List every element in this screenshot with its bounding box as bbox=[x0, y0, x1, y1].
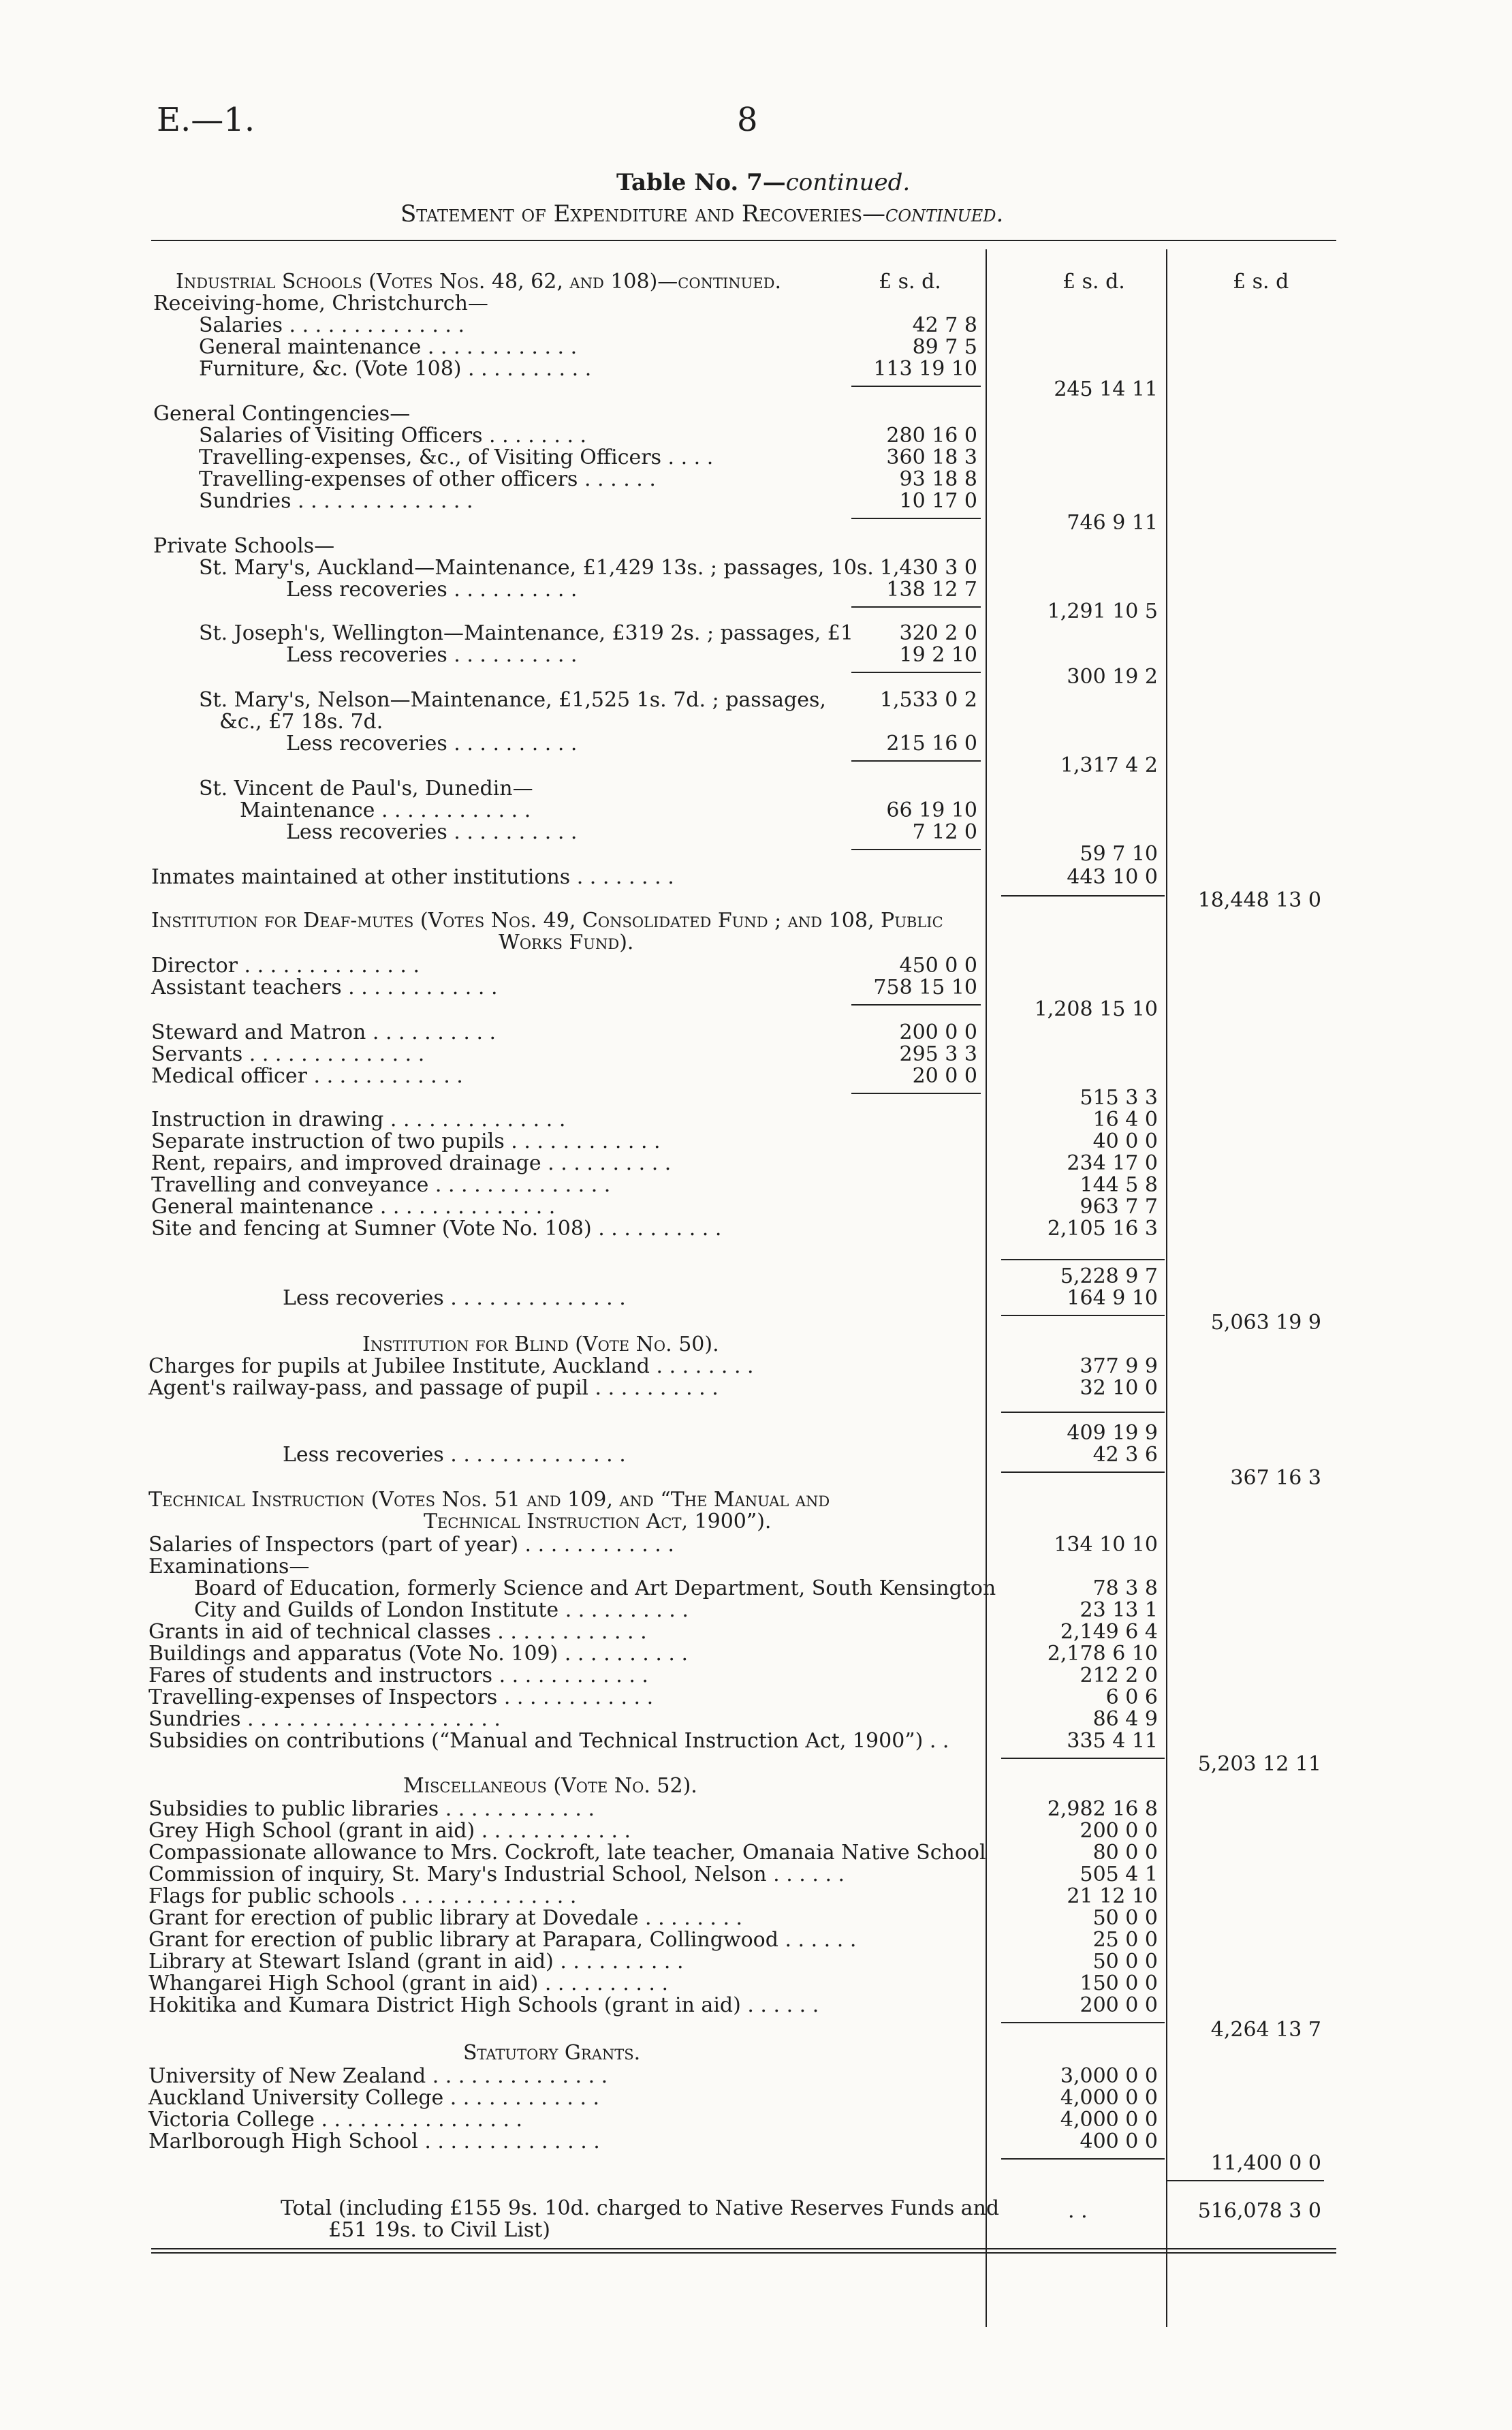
tech-city: City and Guilds of London Institute . . . . . . . . . . bbox=[194, 1598, 689, 1622]
deaf-total-1: 1,208 15 10 bbox=[1034, 997, 1158, 1021]
stat-row-4-amount: 400 0 0 bbox=[1080, 2130, 1158, 2153]
deaf-assistant: Assistant teachers . . . . . . . . . . . . bbox=[151, 976, 498, 999]
tech-city-amount: 23 13 1 bbox=[1080, 1598, 1158, 1622]
tech-row-grants-amount: 2,149 6 4 bbox=[1060, 1620, 1158, 1644]
grand-total: 516,078 3 0 bbox=[1197, 2199, 1321, 2223]
misc-row-9-amount: 150 0 0 bbox=[1080, 1972, 1158, 1995]
tech-row-sundries-amount: 86 4 9 bbox=[1092, 1707, 1158, 1731]
deaf-row-rent: Rent, repairs, and improved drainage . . . . . . . . . . bbox=[151, 1151, 672, 1175]
deaf-assistant-amount: 758 15 10 bbox=[873, 976, 977, 999]
misc-row-3: Compassionate allowance to Mrs. Cockroft, late teacher, Omanaia Native School bbox=[148, 1841, 986, 1865]
blind-sum: 409 19 9 bbox=[1067, 1421, 1158, 1445]
subtitle-main: Statement of Expenditure and Recoveries— bbox=[400, 200, 885, 228]
stjoseph-amount: 320 2 0 bbox=[899, 621, 977, 645]
misc-row-4: Commission of inquiry, St. Mary's Industrial School, Nelson . . . . . . bbox=[148, 1863, 845, 1886]
deaf-steward-amount: 200 0 0 bbox=[899, 1021, 977, 1044]
misc-row-7: Grant for erection of public library at Parapara, Collingwood . . . . . . bbox=[148, 1928, 857, 1952]
sum-rule bbox=[851, 760, 981, 762]
table-title bbox=[616, 169, 910, 196]
sum-rule bbox=[851, 518, 981, 519]
tech-salaries-amount: 134 10 10 bbox=[1054, 1533, 1158, 1557]
stjoseph: St. Joseph's, Wellington—Maintenance, £319 2s. ; passages, £1 bbox=[199, 621, 853, 645]
receiving-furniture-amount: 113 19 10 bbox=[873, 357, 977, 381]
deaf-row-separate-amount: 40 0 0 bbox=[1092, 1130, 1158, 1153]
sum-rule bbox=[851, 386, 981, 387]
technical-heading-2: Technical Instruction Act, 1900”). bbox=[424, 1510, 772, 1533]
sum-rule bbox=[851, 1093, 981, 1094]
industrial-grand-total: 18,448 13 0 bbox=[1197, 888, 1321, 912]
less-recoveries-2: Less recoveries . . . . . . . . . . bbox=[286, 643, 578, 667]
stvincent-maintenance: Maintenance . . . . . . . . . . . . bbox=[240, 798, 531, 822]
subtitle-continued: continued. bbox=[885, 200, 1004, 228]
stat-row-4: Marlborough High School . . . . . . . . . . . . . . bbox=[148, 2130, 600, 2153]
tech-row-grants: Grants in aid of technical classes . . . . . . . . . . . . bbox=[148, 1620, 647, 1644]
statutory-grand-total: 11,400 0 0 bbox=[1210, 2151, 1321, 2175]
stvincent: St. Vincent de Paul's, Dunedin— bbox=[199, 777, 533, 800]
top-rule bbox=[151, 240, 1336, 241]
less-recoveries-1-amount: 138 12 7 bbox=[886, 578, 977, 602]
tech-row-travel: Travelling-expenses of Inspectors . . . . . . . . . . . . bbox=[148, 1685, 654, 1709]
final-rule bbox=[151, 2252, 1336, 2254]
tech-row-travel-amount: 6 0 6 bbox=[1105, 1685, 1158, 1709]
deaf-row-travel: Travelling and conveyance . . . . . . . . . . . . . . bbox=[151, 1173, 611, 1197]
deaf-less-amount: 164 9 10 bbox=[1067, 1286, 1158, 1310]
deaf-director-amount: 450 0 0 bbox=[899, 954, 977, 978]
deaf-row-maint-amount: 963 7 7 bbox=[1080, 1195, 1158, 1219]
less-recoveries-4: Less recoveries . . . . . . . . . . bbox=[286, 820, 578, 844]
misc-row-7-amount: 25 0 0 bbox=[1092, 1928, 1158, 1952]
statutory-heading: Statutory Grants. bbox=[463, 2041, 641, 2065]
misc-row-5: Flags for public schools . . . . . . . . . . . . . . bbox=[148, 1884, 577, 1908]
sum-rule bbox=[1167, 2180, 1324, 2181]
misc-row-6-amount: 50 0 0 bbox=[1092, 1906, 1158, 1930]
deaf-heading-2: Works Fund). bbox=[499, 931, 634, 954]
sum-rule bbox=[1001, 2022, 1165, 2023]
sum-rule bbox=[1001, 1471, 1165, 1473]
sum-rule bbox=[1001, 895, 1165, 897]
general-contingencies: General Contingencies— bbox=[153, 402, 411, 426]
deaf-row-site-amount: 2,105 16 3 bbox=[1047, 1217, 1158, 1241]
stmary-nelson-line2: &c., £7 18s. 7d. bbox=[219, 710, 383, 734]
page-number: 8 bbox=[737, 101, 758, 139]
blind-charges: Charges for pupils at Jubilee Institute, Auckland . . . . . . . . bbox=[148, 1354, 754, 1378]
tech-board-amount: 78 3 8 bbox=[1092, 1576, 1158, 1600]
deaf-row-site: Site and fencing at Sumner (Vote No. 108) . . . . . . . . . . bbox=[151, 1217, 722, 1241]
stmary-nelson-amount: 1,533 0 2 bbox=[879, 688, 977, 712]
stmary-auckland: St. Mary's, Auckland—Maintenance, £1,429 13s. ; passages, 10s. bbox=[199, 556, 874, 580]
sum-rule bbox=[1001, 1259, 1165, 1260]
less-recoveries-3-amount: 215 16 0 bbox=[886, 732, 977, 756]
technical-heading-1: Technical Instruction (Votes Nos. 51 and 109, and “The Manual and bbox=[148, 1488, 830, 1512]
tech-row-buildings: Buildings and apparatus (Vote No. 109) . . . . . . . . . . bbox=[148, 1642, 689, 1666]
misc-grand-total: 4,264 13 7 bbox=[1210, 2018, 1321, 2042]
stvincent-maintenance-amount: 66 19 10 bbox=[886, 798, 977, 822]
misc-row-2-amount: 200 0 0 bbox=[1080, 1819, 1158, 1843]
misc-row-3-amount: 80 0 0 bbox=[1092, 1841, 1158, 1865]
inmates-amount: 443 10 0 bbox=[1067, 865, 1158, 889]
table-subtitle bbox=[400, 200, 1003, 228]
stmary-auckland-amount: 1,430 3 0 bbox=[879, 556, 977, 580]
blind-agent-amount: 32 10 0 bbox=[1080, 1376, 1158, 1400]
misc-row-8: Library at Stewart Island (grant in aid) . . . . . . . . . . bbox=[148, 1950, 684, 1974]
stat-row-1: University of New Zealand . . . . . . . . . . . . . . bbox=[148, 2064, 608, 2088]
deaf-row-rent-amount: 234 17 0 bbox=[1067, 1151, 1158, 1175]
tech-row-sundries: Sundries . . . . . . . . . . . . . . . . . . . . bbox=[148, 1707, 501, 1731]
misc-row-5-amount: 21 12 10 bbox=[1067, 1884, 1158, 1908]
deaf-row-drawing: Instruction in drawing . . . . . . . . . . . . . . bbox=[151, 1108, 566, 1132]
sum-rule bbox=[851, 849, 981, 850]
blind-grand-total: 367 16 3 bbox=[1230, 1466, 1321, 1490]
receiving-maintenance-amount: 89 7 5 bbox=[912, 335, 977, 359]
blind-agent: Agent's railway-pass, and passage of pupil . . . . . . . . . . bbox=[148, 1376, 719, 1400]
column-header-2: £ s. d. bbox=[1062, 270, 1125, 294]
blind-less-amount: 42 3 6 bbox=[1092, 1443, 1158, 1467]
gen-row-1-amount: 280 16 0 bbox=[886, 424, 977, 448]
misc-row-8-amount: 50 0 0 bbox=[1092, 1950, 1158, 1974]
deaf-total-2: 515 3 3 bbox=[1080, 1086, 1158, 1110]
inmates: Inmates maintained at other institutions . . . . . . . . bbox=[151, 865, 674, 889]
receiving-home: Receiving-home, Christchurch— bbox=[153, 292, 488, 315]
misc-heading: Miscellaneous (Vote No. 52). bbox=[403, 1774, 697, 1798]
column-header-3: £ s. d bbox=[1233, 270, 1289, 294]
total-label-1: Total (including £155 9s. 10d. charged to Native Reserves Funds and bbox=[281, 2196, 1000, 2220]
tech-row-subsidies: Subsidies on contributions (“Manual and Technical Instruction Act, 1900”) . . bbox=[148, 1729, 949, 1753]
less-recoveries-3: Less recoveries . . . . . . . . . . bbox=[286, 732, 578, 756]
tech-row-buildings-amount: 2,178 6 10 bbox=[1047, 1642, 1158, 1666]
tech-row-fares: Fares of students and instructors . . . . . . . . . . . . bbox=[148, 1664, 648, 1687]
deaf-less: Less recoveries . . . . . . . . . . . . . . bbox=[283, 1286, 626, 1310]
misc-row-2: Grey High School (grant in aid) . . . . . . . . . . . . bbox=[148, 1819, 631, 1843]
stat-row-1-amount: 3,000 0 0 bbox=[1060, 2064, 1158, 2088]
sum-rule bbox=[1001, 2158, 1165, 2160]
blind-charges-amount: 377 9 9 bbox=[1080, 1354, 1158, 1378]
gen-row-1: Salaries of Visiting Officers . . . . . . . . bbox=[199, 424, 587, 448]
blind-less: Less recoveries . . . . . . . . . . . . . . bbox=[283, 1443, 626, 1467]
receiving-maintenance: General maintenance . . . . . . . . . . . . bbox=[199, 335, 578, 359]
receiving-salaries: Salaries . . . . . . . . . . . . . . bbox=[199, 313, 465, 337]
tech-row-subsidies-amount: 335 4 11 bbox=[1067, 1729, 1158, 1753]
column-divider-2 bbox=[1166, 249, 1167, 2327]
deaf-row-travel-amount: 144 5 8 bbox=[1080, 1173, 1158, 1197]
tech-examinations: Examinations— bbox=[148, 1555, 310, 1578]
sum-rule bbox=[851, 672, 981, 673]
tech-board: Board of Education, formerly Science and Art Department, South Kensington bbox=[194, 1576, 996, 1600]
table-title-main: Table No. 7— bbox=[616, 169, 786, 196]
gen-row-4: Sundries . . . . . . . . . . . . . . bbox=[199, 489, 473, 513]
stat-row-3: Victoria College . . . . . . . . . . . . . . . . bbox=[148, 2108, 523, 2132]
misc-row-4-amount: 505 4 1 bbox=[1080, 1863, 1158, 1886]
technical-grand-total: 5,203 12 11 bbox=[1197, 1752, 1321, 1776]
deaf-servants-amount: 295 3 3 bbox=[899, 1042, 977, 1066]
industrial-heading: Industrial Schools (Votes Nos. 48, 62, and 108)—continued. bbox=[176, 270, 782, 294]
stmary-nelson-total: 1,317 4 2 bbox=[1060, 753, 1158, 777]
deaf-director: Director . . . . . . . . . . . . . . bbox=[151, 954, 420, 978]
column-divider-1 bbox=[986, 249, 987, 2327]
stvincent-total: 59 7 10 bbox=[1080, 842, 1158, 866]
total-middle-dots: . . bbox=[1068, 2199, 1088, 2223]
misc-row-10-amount: 200 0 0 bbox=[1080, 1993, 1158, 2017]
tech-salaries: Salaries of Inspectors (part of year) . . . . . . . . . . . . bbox=[148, 1533, 674, 1557]
sum-rule bbox=[1001, 1315, 1165, 1316]
less-recoveries-4-amount: 7 12 0 bbox=[912, 820, 977, 844]
misc-row-10: Hokitika and Kumara District High Schools (grant in aid) . . . . . . bbox=[148, 1993, 819, 2017]
total-label-2: £51 19s. to Civil List) bbox=[328, 2218, 550, 2242]
sum-rule bbox=[851, 606, 981, 608]
stmary-nelson: St. Mary's, Nelson—Maintenance, £1,525 1s. 7d. ; passages, bbox=[199, 688, 826, 712]
sum-rule bbox=[1001, 1758, 1165, 1759]
sum-rule bbox=[851, 1004, 981, 1006]
deaf-grand-total: 5,063 19 9 bbox=[1210, 1311, 1321, 1335]
deaf-steward: Steward and Matron . . . . . . . . . . bbox=[151, 1021, 497, 1044]
less-recoveries-1: Less recoveries . . . . . . . . . . bbox=[286, 578, 578, 602]
deaf-medical-amount: 20 0 0 bbox=[912, 1064, 977, 1088]
deaf-row-drawing-amount: 16 4 0 bbox=[1092, 1108, 1158, 1132]
receiving-furniture: Furniture, &c. (Vote 108) . . . . . . . . . . bbox=[199, 357, 592, 381]
gen-row-2-amount: 360 18 3 bbox=[886, 446, 977, 469]
deaf-row-separate: Separate instruction of two pupils . . . . . . . . . . . . bbox=[151, 1130, 661, 1153]
gen-row-3-amount: 93 18 8 bbox=[899, 467, 977, 491]
less-recoveries-2-amount: 19 2 10 bbox=[899, 643, 977, 667]
stjoseph-total: 300 19 2 bbox=[1067, 665, 1158, 689]
misc-row-1-amount: 2,982 16 8 bbox=[1047, 1797, 1158, 1821]
deaf-sum: 5,228 9 7 bbox=[1060, 1264, 1158, 1288]
stat-row-2-amount: 4,000 0 0 bbox=[1060, 2086, 1158, 2110]
stat-row-2: Auckland University College . . . . . . . . . . . . bbox=[148, 2086, 600, 2110]
misc-row-9: Whangarei High School (grant in aid) . . . . . . . . . . bbox=[148, 1972, 669, 1995]
gen-row-4-amount: 10 17 0 bbox=[899, 489, 977, 513]
gen-total: 746 9 11 bbox=[1067, 511, 1158, 535]
private-schools: Private Schools— bbox=[153, 534, 335, 558]
table-title-continued: continued. bbox=[785, 169, 911, 196]
misc-row-1: Subsidies to public libraries . . . . . . . . . . . . bbox=[148, 1797, 595, 1821]
deaf-heading-1: Institution for Deaf-mutes (Votes Nos. 49, Consolidated Fund ; and 108, Public bbox=[151, 909, 943, 933]
column-header-1: £ s. d. bbox=[879, 270, 941, 294]
gen-row-3: Travelling-expenses of other officers . . . . . . bbox=[199, 467, 656, 491]
receiving-salaries-amount: 42 7 8 bbox=[912, 313, 977, 337]
gen-row-2: Travelling-expenses, &c., of Visiting Officers . . . . bbox=[199, 446, 714, 469]
stmary-auckland-total: 1,291 10 5 bbox=[1047, 599, 1158, 623]
tech-row-fares-amount: 212 2 0 bbox=[1080, 1664, 1158, 1687]
stat-row-3-amount: 4,000 0 0 bbox=[1060, 2108, 1158, 2132]
bottom-rule bbox=[151, 2248, 1336, 2249]
deaf-servants: Servants . . . . . . . . . . . . . . bbox=[151, 1042, 425, 1066]
misc-row-6: Grant for erection of public library at Dovedale . . . . . . . . bbox=[148, 1906, 743, 1930]
sum-rule bbox=[1001, 1412, 1165, 1413]
document-reference: E.—1. bbox=[157, 101, 255, 139]
deaf-medical: Medical officer . . . . . . . . . . . . bbox=[151, 1064, 463, 1088]
deaf-row-maint: General maintenance . . . . . . . . . . . . . . bbox=[151, 1195, 556, 1219]
receiving-total: 245 14 11 bbox=[1054, 377, 1158, 401]
blind-heading: Institution for Blind (Vote No. 50). bbox=[362, 1333, 719, 1356]
